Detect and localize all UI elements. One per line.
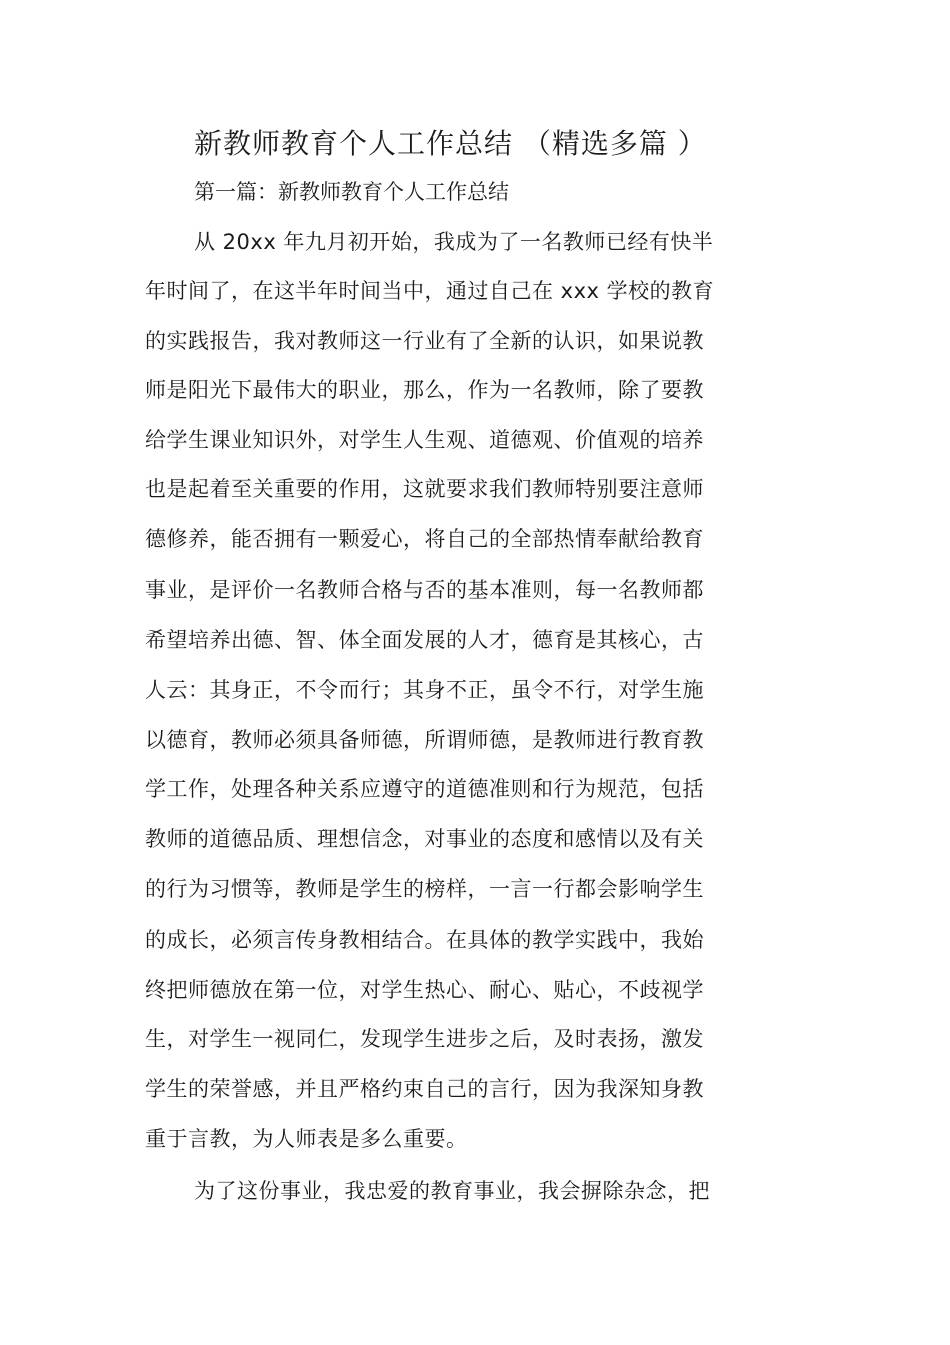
paragraph-line: 生，对学生一视同仁，发现学生进步之后，及时表扬，激发 — [145, 1027, 704, 1051]
paragraph-line: 为了这份事业，我忠爱的教育事业，我会摒除杂念，把 — [194, 1179, 710, 1203]
paragraph-line: 德修养，能否拥有一颗爱心，将自己的全部热情奉献给教育 — [145, 527, 704, 551]
paragraph-line: 希望培养出德、智、体全面发展的人才，德育是其核心，古 — [145, 628, 704, 652]
paragraph-line: 的成长，必须言传身教相结合。在具体的教学实践中，我始 — [145, 928, 704, 952]
paragraph-line: 事业，是评价一名教师合格与否的基本准则，每一名教师都 — [145, 578, 704, 602]
document-title: 新教师教育个人工作总结 （精选多篇 ） — [194, 127, 707, 160]
paragraph-line: 人云：其身正，不令而行；其身不正，虽令不行，对学生施 — [145, 678, 704, 702]
paragraph-line: 以德育，教师必须具备师德，所谓师德，是教师进行教育教 — [145, 728, 704, 752]
paragraph-line: 师是阳光下最伟大的职业，那么，作为一名教师，除了要教 — [145, 378, 704, 402]
section-heading: 第一篇：新教师教育个人工作总结 — [194, 180, 509, 204]
paragraph-line: 给学生课业知识外，对学生人生观、道德观、价值观的培养 — [145, 428, 704, 452]
paragraph-line: 的行为习惯等，教师是学生的榜样，一言一行都会影响学生 — [145, 877, 704, 901]
paragraph-line: 也是起着至关重要的作用，这就要求我们教师特别要注意师 — [145, 477, 704, 501]
paragraph-line: 重于言教，为人师表是多么重要。 — [145, 1127, 468, 1151]
paragraph-line: 学生的荣誉感，并且严格约束自己的言行，因为我深知身教 — [145, 1077, 704, 1101]
paragraph-line: 学工作，处理各种关系应遵守的道德准则和行为规范，包括 — [145, 777, 704, 801]
paragraph-line: 年时间了，在这半年时间当中，通过自己在 xxx 学校的教育 — [145, 279, 715, 303]
paragraph-line: 的实践报告，我对教师这一行业有了全新的认识，如果说教 — [145, 329, 704, 353]
paragraph-line: 教师的道德品质、理想信念，对事业的态度和感情以及有关 — [145, 827, 704, 851]
paragraph-line: 终把师德放在第一位，对学生热心、耐心、贴心，不歧视学 — [145, 978, 704, 1002]
paragraph-line: 从 20xx 年九月初开始，我成为了一名教师已经有快半 — [194, 230, 714, 254]
